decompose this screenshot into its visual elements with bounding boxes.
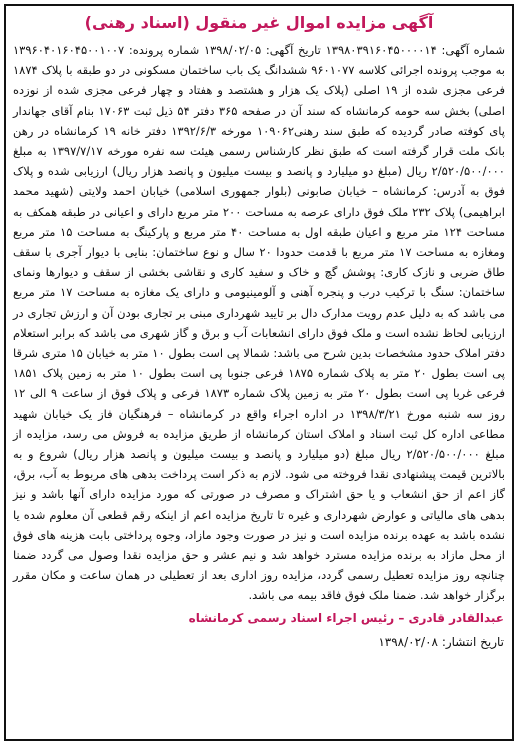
notice-title: آگهی مزایده اموال غیر منقول (اسناد رهنی) [84,13,434,32]
notice-body-text: شماره آگهی: ۱۳۹۸۰۳۹۱۶۰۴۵۰۰۰۰۱۴ تاریخ آگهی: ۱۳۹۸/۰۲/۰۵ شماره پرونده: ۱۳۹۶۰۴۰۱۶۰۴۵۰۰۱۰۰۷ به موجب پرونده اجرائی کلاسه ۹۶۰۱۰۷۷ ششدانگ یک باب ساختمان مسکونی در دو طبقه با پلاک ۱۸۷۴ فرعی مجزی شده از ۱۹ اصلی (پلاک یک هزار و هشتصد و هفتاد و چهار فرعی مجزی شده از نوزده اصلی) بخش سه حومه کرمانشاه که سند آن در صفحه ۳۶۵ دفتر ۵۴ ذیل ثبت ۱۷۰۶۳ بنام آقای جهاندار پای کوفته صادر گردیده که طبق سند رهنی۱۰۹۰۶۲ مورخه ۱۳۹۲/۶/۳ دفتر خانه ۱۹ کرمانشاه در رهن بانک ملت قرار گرفته است که طبق نظر کارشناس رسمی هیئت سه نفره مورخه ۱۳۹۷/۷/۱۷ به مبلغ ۲/۵۲۰/۵۰۰/۰۰۰ ریال (مبلغ دو میلیارد و پانصد و بیست میلیون و پانصد هزار ریال) ارزیابی شده و پلاک فوق به آدرس: کرمانشاه – خیابان صابونی (بلوار جمهوری اسلامی) خیابان احمد ولایتی (شهید محمد ابراهیمی) پلاک ۲۳۲ ملک فوق دارای عرصه به مساحت ۲۰۰ متر مربع دارای و اعیانی در طبقه همکف به مساحت ۱۲۴ متر مربع و اعیان طبقه اول به مساحت ۴۰ متر مربع و پارکینگ به مساحت ۱۵ متر مربع ومغازه به مساحت ۱۷ متر مربع با قدمت حدودا ۲۰ سال و نوع ساختمان: بنایی با دیوار آجری با سقف طاق ضربی و نازک کاری: پوشش گچ و خاک و سفید کاری و نقاشی بخشی از سقف و دیوارها ونمای ساختمان: سنگ با ترکیب درب و پنجره آهنی و آلومینیومی و دارای یک مغازه به مساحت ۱۷ متر مربع می باشد که به دلیل عدم رویت مدارک دال بر تایید شهرداری مبنی بر تجاری بودن آن و ارزش تجاری در ارزیابی لحاظ نشده است و ملک فوق دارای انشعابات آب و برق و گاز شهری می باشد که برابر استعلام دفتر املاک حدود مشخصات بدین شرح می باشد: شمالا پی است بطول ۱۰ متر به خیابان ۱۵ متری شرقا پی است بطول ۲۰ متر به پلاک شماره ۱۸۷۵ فرعی جنوبا پی است بطول ۱۰ متر به زمین پلاک ۱۸۵۱ فرعی غربا پی است بطول ۲۰ متر به زمین پلاک شماره ۱۸۷۳ فرعی و پلاک فوق از ساعت ۹ الی ۱۲ روز سه شنبه مورخ ۱۳۹۸/۳/۲۱ در اداره اجراء واقع در کرمانشاه – فرهنگیان فاز یک خیابان شهید مطاعی اداره کل ثبت اسناد و املاک استان کرمانشاه از طریق مزایده به فروش می رسد، مزایده از مبلغ ۲/۵۲۰/۵۰۰/۰۰۰ ریال مبلغ (دو میلیارد و پانصد و بیست میلیون و پانصد هزار ریال) شروع و به بالاترین قیمت پیشنهادی نقدا فروخته می شود. لازم به ذکر است پرداخت بدهی های مربوط به آب، برق، گاز اعم از حق انشعاب و یا حق اشتراک و مصرف در صورتی که مورد مزایده دارای آنها باشد و نیز بدهی های مالیاتی و عوارض شهرداری و غیره تا تاریخ مزایده اعم از اینکه رقم قطعی آن معلوم شده یا نشده باشد به عهده برنده مزایده است و نیز در صورت وجود مازاد، وجوه پرداختی بابت هزینه های فوق از محل مازاد به برنده مزایده مسترد خواهد شد و نیم عشر و حق مزایده نقدا وصول می گردد ضمنا چنانچه روز مزایده تعطیل رسمی گردد، مزایده روز اداری بعد از تعطیلی در همان ساعت و مکان مقرر برگزار خواهد شد. ضمنا ملک فوق فاقد بیمه می باشد. [13,43,506,603]
auction-notice [4,4,514,741]
publication-date: تاریخ انتشار: ۱۳۹۸/۰۲/۰۸ [378,634,504,649]
notice-body [6,40,512,606]
notice-signature: عبدالقادر قادری – رئیس اجراء اسناد رسمی کرمانشاه [188,610,504,625]
